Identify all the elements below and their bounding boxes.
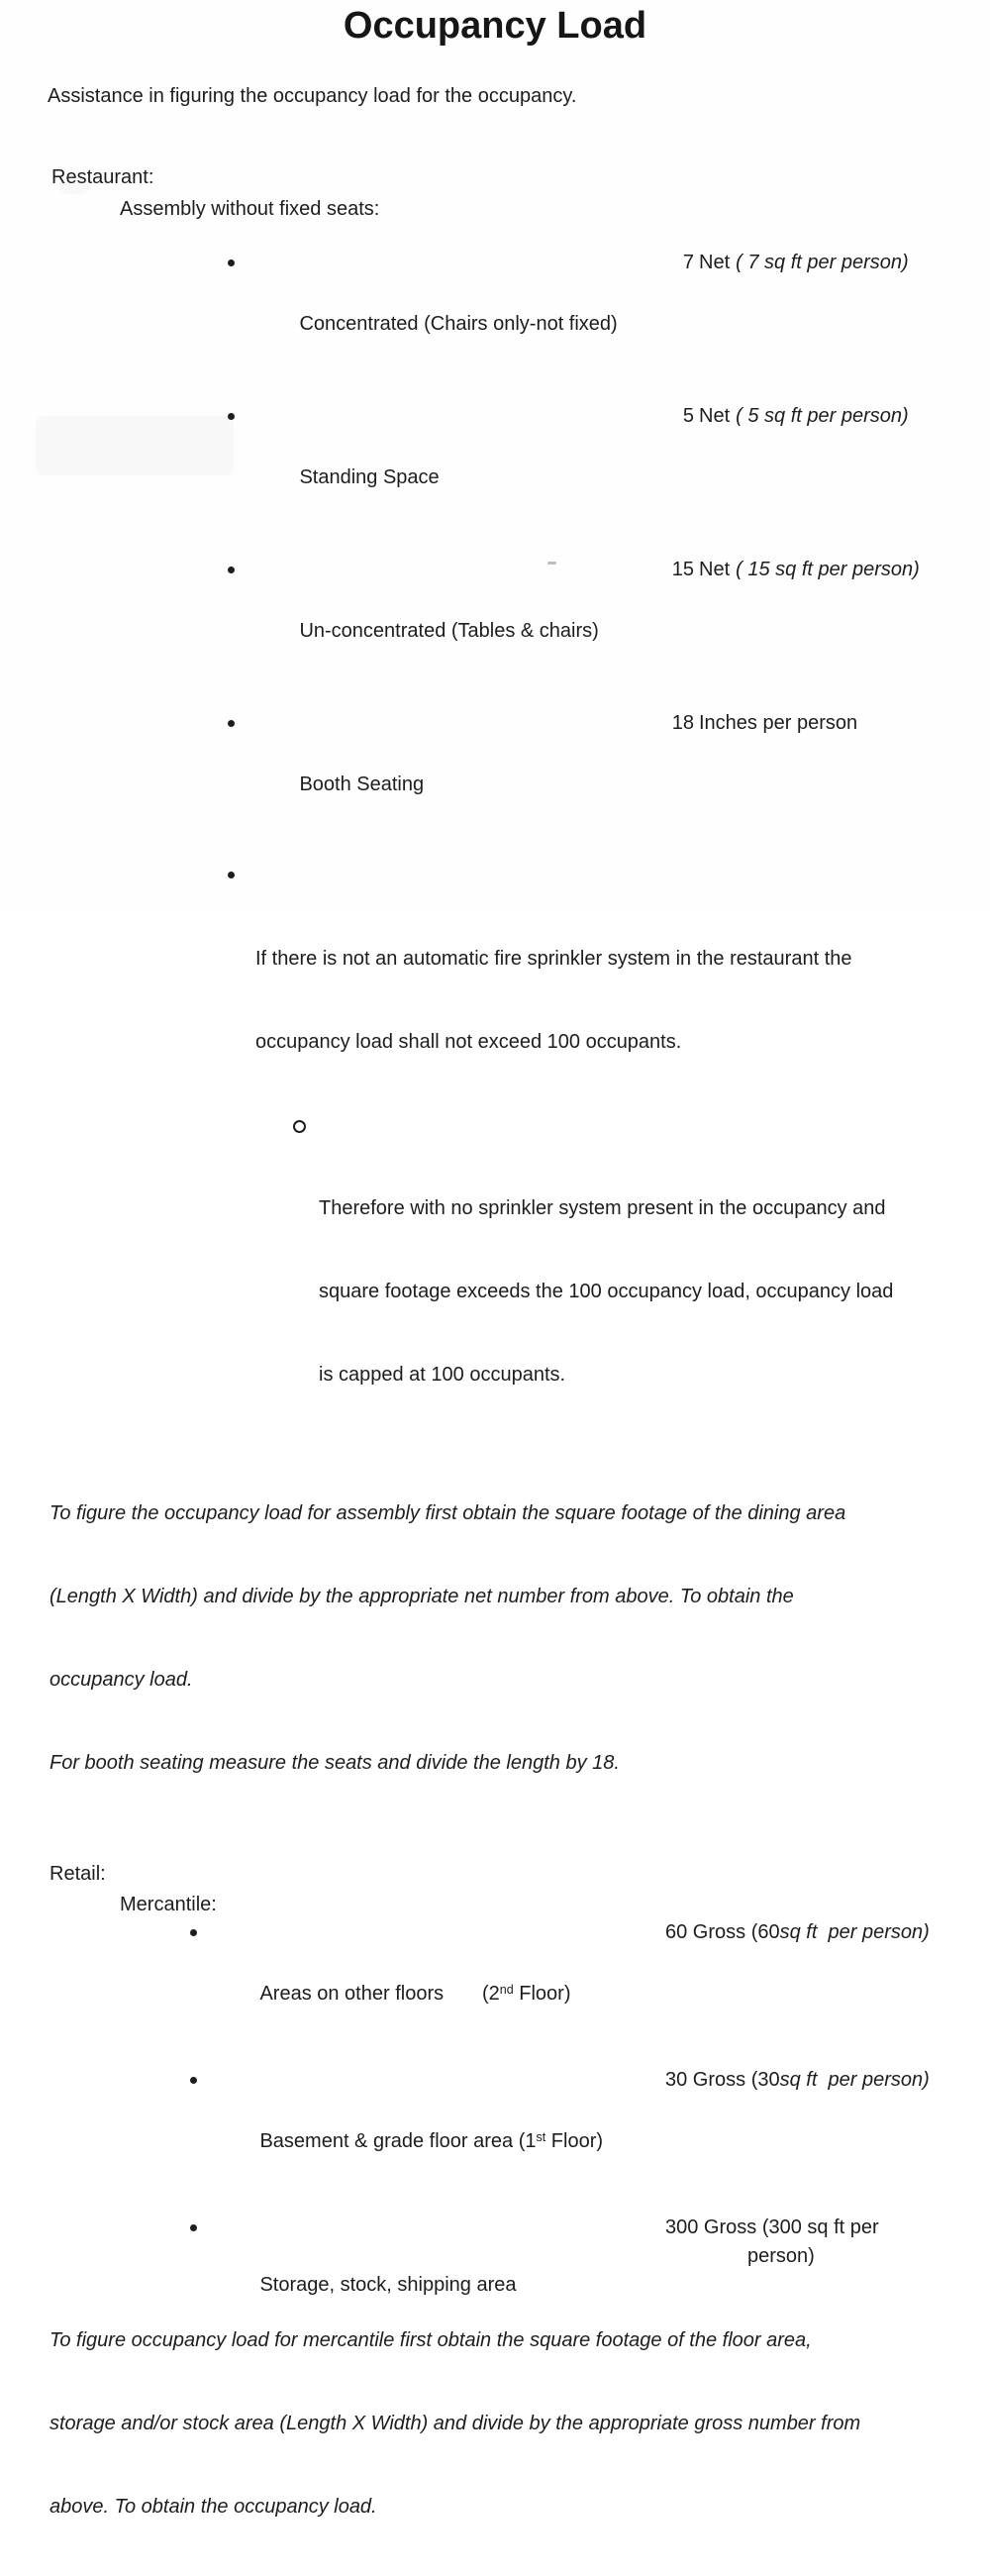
item-value <box>665 2066 930 2095</box>
value-text: 30 Gross (30 <box>665 2069 780 2091</box>
footnote-line: To figure occupancy load for mercantile first obtain the square footage of the floor area, <box>50 2329 812 2351</box>
page-title: Occupancy Load <box>343 5 647 47</box>
value-note: sq ft per person) <box>779 1921 930 1943</box>
retail-heading: Retail: <box>50 1863 106 1885</box>
value-text: 60 Gross (60 <box>665 1921 780 1943</box>
list-item <box>0 555 990 708</box>
restaurant-section <box>0 164 990 1832</box>
note-line: Therefore with no sprinkler system present in the occupancy and <box>319 1197 886 1219</box>
note-line: square footage exceeds the 100 occupancy load, occupancy load <box>319 1281 894 1302</box>
scan-smudge <box>36 416 234 475</box>
sprinkler-note <box>0 862 990 1111</box>
value-text: 300 Gross (300 sq ft per <box>665 2216 879 2238</box>
footnote-line: above. To obtain the occupancy load. <box>50 2496 377 2518</box>
restaurant-subheading: Assembly without fixed seats: <box>120 198 380 220</box>
item-label: Booth Seating <box>299 773 425 795</box>
retail-section <box>0 1861 990 2576</box>
list-item <box>0 2066 990 2214</box>
bullet-icon <box>190 2077 197 2084</box>
bullet-icon <box>228 872 235 878</box>
value-unit: Net <box>699 252 731 273</box>
circle-bullet-icon <box>293 1120 306 1133</box>
value-unit: Net <box>699 559 731 580</box>
item-label: Concentrated (Chairs only-not fixed) <box>299 313 618 335</box>
item-label-rest: Floor) <box>545 2130 604 2152</box>
assembly-footnote <box>50 1444 990 1832</box>
restaurant-heading: Restaurant: <box>51 166 154 188</box>
item-label-superscript: st <box>536 2130 546 2144</box>
list-item <box>0 2214 990 2296</box>
value-unit: Inches per person <box>699 712 858 734</box>
footnote-line: occupancy load. <box>50 1669 193 1691</box>
value-note: ( 5 sq ft per person) <box>736 405 909 427</box>
item-label: Basement & grade floor area (1 <box>259 2130 537 2152</box>
footnote-line: storage and/or stock area (Length X Width) and divide by the appropriate gross number from <box>50 2413 861 2434</box>
footnote-line: (Length X Width) and divide by the appropriate net number from above. To obtain the <box>50 1586 794 1607</box>
value-number: 5 <box>682 405 694 427</box>
list-item <box>0 248 990 401</box>
value-note: sq ft per person) <box>779 2069 930 2091</box>
sprinkler-sub-note <box>0 1111 990 1444</box>
bullet-icon <box>190 1929 197 1936</box>
scan-artifact <box>547 562 556 565</box>
value-number: 7 <box>682 252 694 273</box>
value-wrap-line: person) <box>747 2245 815 2267</box>
item-label-rest: Floor) <box>513 1983 571 2005</box>
item-label: Areas on other floors (2 <box>259 1983 500 2005</box>
value-note: ( 7 sq ft per person) <box>736 252 909 273</box>
note-line: is capped at 100 occupants. <box>319 1364 566 1386</box>
retail-list <box>0 1918 990 2296</box>
booth-footnote-line: For booth seating measure the seats and divide the length by 18. <box>50 1752 620 1774</box>
bullet-icon <box>190 2224 197 2231</box>
value-unit: Net <box>699 405 731 427</box>
bullet-icon <box>228 259 235 266</box>
item-label: Un-concentrated (Tables & chairs) <box>299 620 599 642</box>
list-item <box>0 708 990 862</box>
item-value <box>669 555 920 585</box>
item-value <box>669 708 863 739</box>
value-number: 18 <box>671 712 694 734</box>
footnote-line: To figure the occupancy load for assembly first obtain the square footage of the dining area <box>50 1502 846 1524</box>
item-label-superscript: nd <box>499 1983 514 1997</box>
item-label: Storage, stock, shipping area <box>259 2274 517 2296</box>
value-note: ( 15 sq ft per person) <box>736 559 920 580</box>
retail-subheading: Mercantile: <box>120 1894 217 1915</box>
mercantile-footnote <box>50 2271 990 2576</box>
bullet-icon <box>228 567 235 573</box>
note-line: occupancy load shall not exceed 100 occupants. <box>255 1031 682 1053</box>
list-item <box>0 1918 990 2066</box>
value-number: 15 <box>671 559 694 580</box>
intro-text: Assistance in figuring the occupancy load for the occupancy. <box>48 85 577 107</box>
note-line: If there is not an automatic fire sprinkler system in the restaurant the <box>255 948 852 970</box>
item-value <box>665 1918 930 1947</box>
item-value <box>669 248 909 278</box>
item-label: Standing Space <box>299 466 440 488</box>
bullet-icon <box>228 720 235 727</box>
item-value <box>669 401 909 432</box>
item-value <box>665 2214 879 2271</box>
scan-smudge <box>59 178 89 194</box>
